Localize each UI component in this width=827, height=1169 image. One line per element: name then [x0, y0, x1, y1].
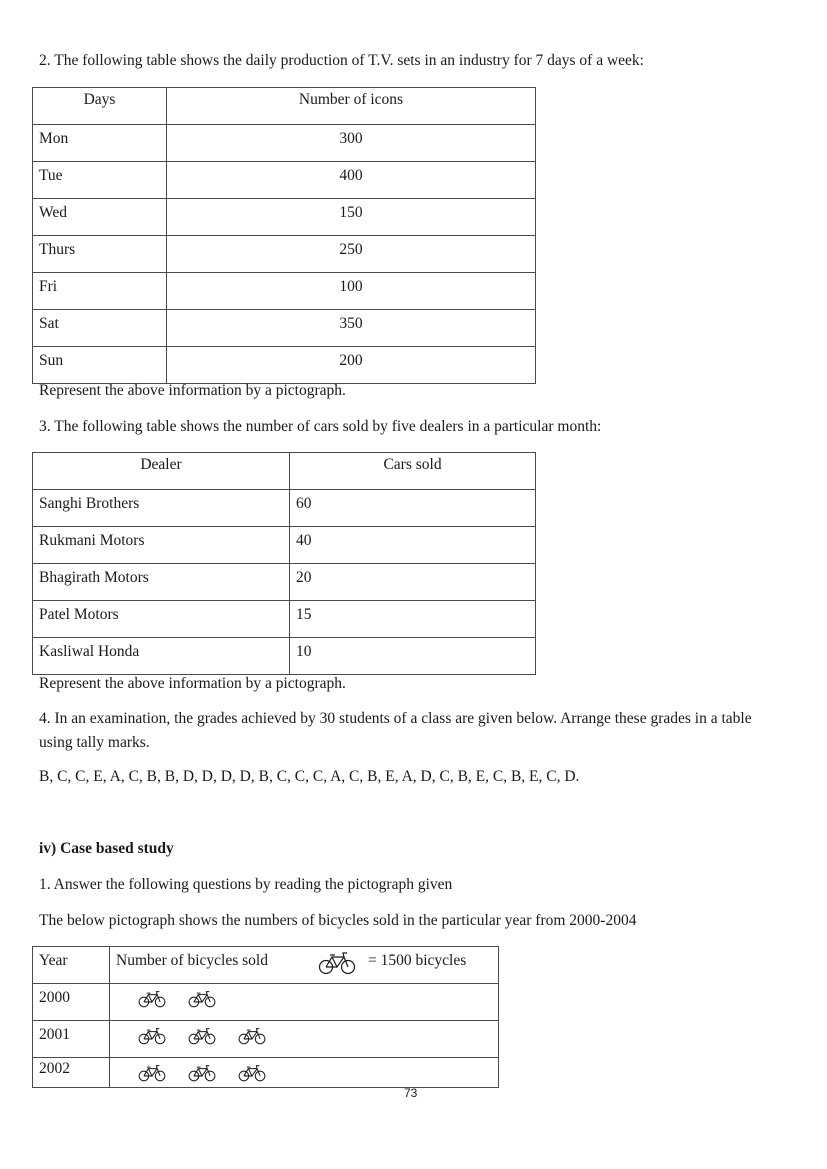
q2-value: 400 — [167, 162, 536, 199]
q3-value: 40 — [290, 527, 536, 564]
pictograph-year: 2000 — [33, 984, 110, 1021]
q3-dealer: Rukmani Motors — [33, 527, 290, 564]
pictograph-table — [32, 946, 499, 1088]
table-row — [33, 125, 536, 162]
pictograph-year: 2002 — [33, 1058, 110, 1088]
q3-value: 10 — [290, 638, 536, 675]
q2-value: 250 — [167, 236, 536, 273]
q2-day: Wed — [33, 199, 167, 236]
pictograph-header-label: Number of bicycles sold — [116, 952, 268, 969]
q2-value: 350 — [167, 310, 536, 347]
page-number: 73 — [404, 1086, 418, 1100]
table-row — [33, 199, 536, 236]
q3-table — [32, 452, 536, 675]
bicycle-icon — [138, 1027, 166, 1050]
bicycle-icon — [238, 1027, 266, 1050]
table-row — [33, 638, 536, 675]
q2-table — [32, 87, 536, 384]
q2-header-value: Number of icons — [167, 88, 536, 125]
pictograph-icons — [110, 1058, 499, 1088]
q3-header-value: Cars sold — [290, 453, 536, 490]
q4-text: 4. In an examination, the grades achieved by 30 students of a class are given below. Arrange these grades in a table using tally marks. — [39, 710, 752, 751]
pictograph-key: = 1500 bicycles — [368, 952, 467, 969]
table-row — [33, 490, 536, 527]
bicycle-icon — [188, 990, 216, 1013]
pictograph-year: 2001 — [33, 1021, 110, 1058]
q3-dealer: Kasliwal Honda — [33, 638, 290, 675]
table-row — [33, 984, 499, 1021]
pictograph-header-year: Year — [33, 947, 110, 984]
q2-day: Fri — [33, 273, 167, 310]
q3-dealer: Patel Motors — [33, 601, 290, 638]
q3-value: 20 — [290, 564, 536, 601]
table-row — [33, 310, 536, 347]
q2-text: 2. The following table shows the daily production of T.V. sets in an industry for 7 days of a week: — [39, 52, 644, 69]
q4-grades: B, C, C, E, A, C, B, B, D, D, D, D, B, C, C, C, A, C, B, E, A, D, C, B, E, C, B, E, C, D. — [39, 768, 580, 785]
table-row — [33, 601, 536, 638]
q2-value: 200 — [167, 347, 536, 384]
bicycle-icon — [138, 1064, 166, 1087]
table-row — [33, 1058, 499, 1088]
case-intro: The below pictograph shows the numbers of bicycles sold in the particular year from 2000-2004 — [39, 912, 637, 929]
q2-value: 100 — [167, 273, 536, 310]
bicycle-icon — [188, 1064, 216, 1087]
bicycle-icon — [318, 951, 356, 980]
q2-value: 150 — [167, 199, 536, 236]
pictograph-icons — [110, 984, 499, 1021]
q3-header-dealer: Dealer — [33, 453, 290, 490]
q3-dealer: Bhagirath Motors — [33, 564, 290, 601]
table-row — [33, 527, 536, 564]
table-row — [33, 347, 536, 384]
table-row — [33, 273, 536, 310]
table-row — [33, 564, 536, 601]
case-heading: iv) Case based study — [39, 840, 174, 857]
q2-day: Mon — [33, 125, 167, 162]
bicycle-icon — [188, 1027, 216, 1050]
q2-instruction: Represent the above information by a pictograph. — [39, 382, 346, 399]
case-question: 1. Answer the following questions by reading the pictograph given — [39, 876, 453, 893]
bicycle-icon — [238, 1064, 266, 1087]
q2-value: 300 — [167, 125, 536, 162]
q2-day: Tue — [33, 162, 167, 199]
table-row — [33, 162, 536, 199]
q2-day: Sat — [33, 310, 167, 347]
q3-instruction: Represent the above information by a pictograph. — [39, 675, 346, 692]
q3-value: 60 — [290, 490, 536, 527]
q2-day: Thurs — [33, 236, 167, 273]
q2-header-days: Days — [33, 88, 167, 125]
q3-text: 3. The following table shows the number of cars sold by five dealers in a particular month: — [39, 418, 602, 435]
bicycle-icon — [138, 990, 166, 1013]
table-row — [33, 1021, 499, 1058]
q3-value: 15 — [290, 601, 536, 638]
pictograph-icons — [110, 1021, 499, 1058]
q2-day: Sun — [33, 347, 167, 384]
pictograph-header-count — [110, 947, 499, 984]
q3-dealer: Sanghi Brothers — [33, 490, 290, 527]
table-row — [33, 236, 536, 273]
